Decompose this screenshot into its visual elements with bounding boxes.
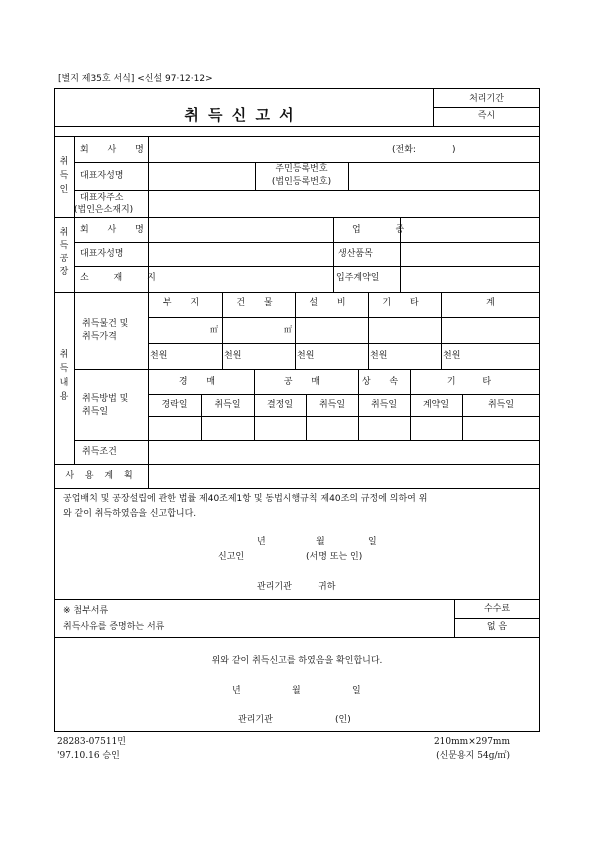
factory-section-label-3: 공 <box>59 254 69 264</box>
price-unit-land: 천원 <box>150 351 168 361</box>
conf-year: 년 <box>232 686 241 696</box>
industry-label: 업 종 <box>352 225 421 235</box>
processing-period-value: 즉시 <box>477 111 496 121</box>
sub-acq-date-2: 취득일 <box>318 400 346 410</box>
acquirer-section-label-1: 취 <box>59 157 69 167</box>
phone-label: (전화: <box>392 145 416 155</box>
form-number: [별지 제35호 서식] <신설 97·12·12> <box>58 74 213 84</box>
method-label-2: 취득일 <box>82 407 109 417</box>
price-unit-other: 천원 <box>370 351 388 361</box>
processing-period-label: 처리기간 <box>469 94 504 104</box>
addressee-suffix: 귀하 <box>318 582 336 592</box>
footer-code: 28283-07511민 <box>57 737 126 747</box>
method-inheritance: 상 속 <box>361 377 407 387</box>
conditions-label: 취득조건 <box>82 447 117 457</box>
conf-day: 일 <box>352 686 361 696</box>
resident-no-label: 주민등록번호 <box>275 164 328 174</box>
property-label-1: 취득물건 및 <box>82 319 129 329</box>
details-section-label-1: 취 <box>59 350 69 360</box>
land-area-unit: ㎡ <box>210 325 218 334</box>
footer-paper-type: (신문용지 54g/㎡) <box>436 751 510 761</box>
confirmation-text: 위와 같이 취득신고를 하였음을 확인합니다. <box>211 656 383 666</box>
factory-section-label-2: 득 <box>59 241 69 251</box>
col-total: 계 <box>486 298 495 308</box>
acquirer-rep-label: 대표자성명 <box>80 171 124 181</box>
agency-label: 관리기관 <box>238 715 273 725</box>
addressee-label: 관리기관 <box>257 582 292 592</box>
method-other: 기 타 <box>446 377 504 387</box>
col-equipment: 설 비 <box>309 298 354 308</box>
acquirer-address-label: 대표자주소 <box>80 193 124 203</box>
conf-month: 월 <box>292 686 301 696</box>
attachment-item: 취득사유를 증명하는 서류 <box>63 622 165 632</box>
sub-bid-date: 경락일 <box>161 400 188 410</box>
usage-plan-label: 사 용 계 획 <box>65 471 137 481</box>
form-title: 취 득 신 고 서 <box>184 106 296 124</box>
declaration-line-1: 공업배치 및 공장설립에 관한 법률 제40조제1항 및 동법시행규칙 제40조의 규정에 의하여 위 <box>63 494 428 504</box>
phone-close: ) <box>452 145 456 155</box>
details-section-label-3: 내 <box>59 378 69 388</box>
acquirer-section-label-3: 인 <box>59 185 69 195</box>
seal-label: (인) <box>335 715 351 725</box>
method-public-sale: 공 매 <box>283 377 329 387</box>
factory-rep-label: 대표자성명 <box>80 249 124 259</box>
sub-acq-date-1: 취득일 <box>214 400 241 410</box>
col-land: 부 지 <box>162 298 208 308</box>
details-section-label-4: 용 <box>59 392 69 402</box>
price-unit-equipment: 천원 <box>297 351 315 361</box>
sub-contract-date: 계약일 <box>422 400 450 410</box>
col-other: 기 타 <box>382 298 427 308</box>
property-label-2: 취득가격 <box>82 332 117 342</box>
acquirer-company-label: 회 사 명 <box>80 145 152 155</box>
fee-value: 없 음 <box>486 622 508 632</box>
sub-acq-date-4: 취득일 <box>487 400 515 410</box>
declaration-line-2: 와 같이 취득하였음을 신고합니다. <box>63 509 197 519</box>
footer-paper-size: 210mm×297mm <box>433 737 510 747</box>
decl-day: 일 <box>368 537 377 547</box>
decl-month: 월 <box>316 537 325 547</box>
decl-year: 년 <box>257 537 266 547</box>
method-auction: 경 매 <box>178 377 224 387</box>
factory-company-label: 회 사 명 <box>80 225 152 235</box>
col-building: 건 물 <box>236 298 281 308</box>
factory-section-label-1: 취 <box>59 228 69 238</box>
price-unit-building: 천원 <box>224 351 242 361</box>
reporter-label: 신고인 <box>218 552 245 562</box>
corporate-no-label: (법인등록번호) <box>271 177 332 187</box>
product-label: 생산품목 <box>338 249 373 259</box>
details-section-label-2: 득 <box>59 364 69 374</box>
tenant-contract-label: 입주계약일 <box>336 273 380 283</box>
factory-section-label-4: 장 <box>59 267 69 277</box>
factory-location-label: 소 재 지 <box>80 273 167 283</box>
sub-acq-date-3: 취득일 <box>370 400 398 410</box>
footer-approval: '97.10.16 승인 <box>57 751 120 761</box>
sub-decision-date: 결정일 <box>266 400 294 410</box>
acquirer-section-label-2: 득 <box>59 171 69 181</box>
price-unit-total: 천원 <box>443 351 461 361</box>
building-area-unit: ㎡ <box>284 325 292 334</box>
method-label-1: 취득방법 및 <box>82 394 129 404</box>
fee-label: 수수료 <box>483 604 511 614</box>
signature-label: (서명 또는 인) <box>306 552 363 562</box>
attachments-label: ※ 첨부서류 <box>63 606 109 616</box>
acquirer-address-note: (법인은소재지) <box>74 205 134 215</box>
